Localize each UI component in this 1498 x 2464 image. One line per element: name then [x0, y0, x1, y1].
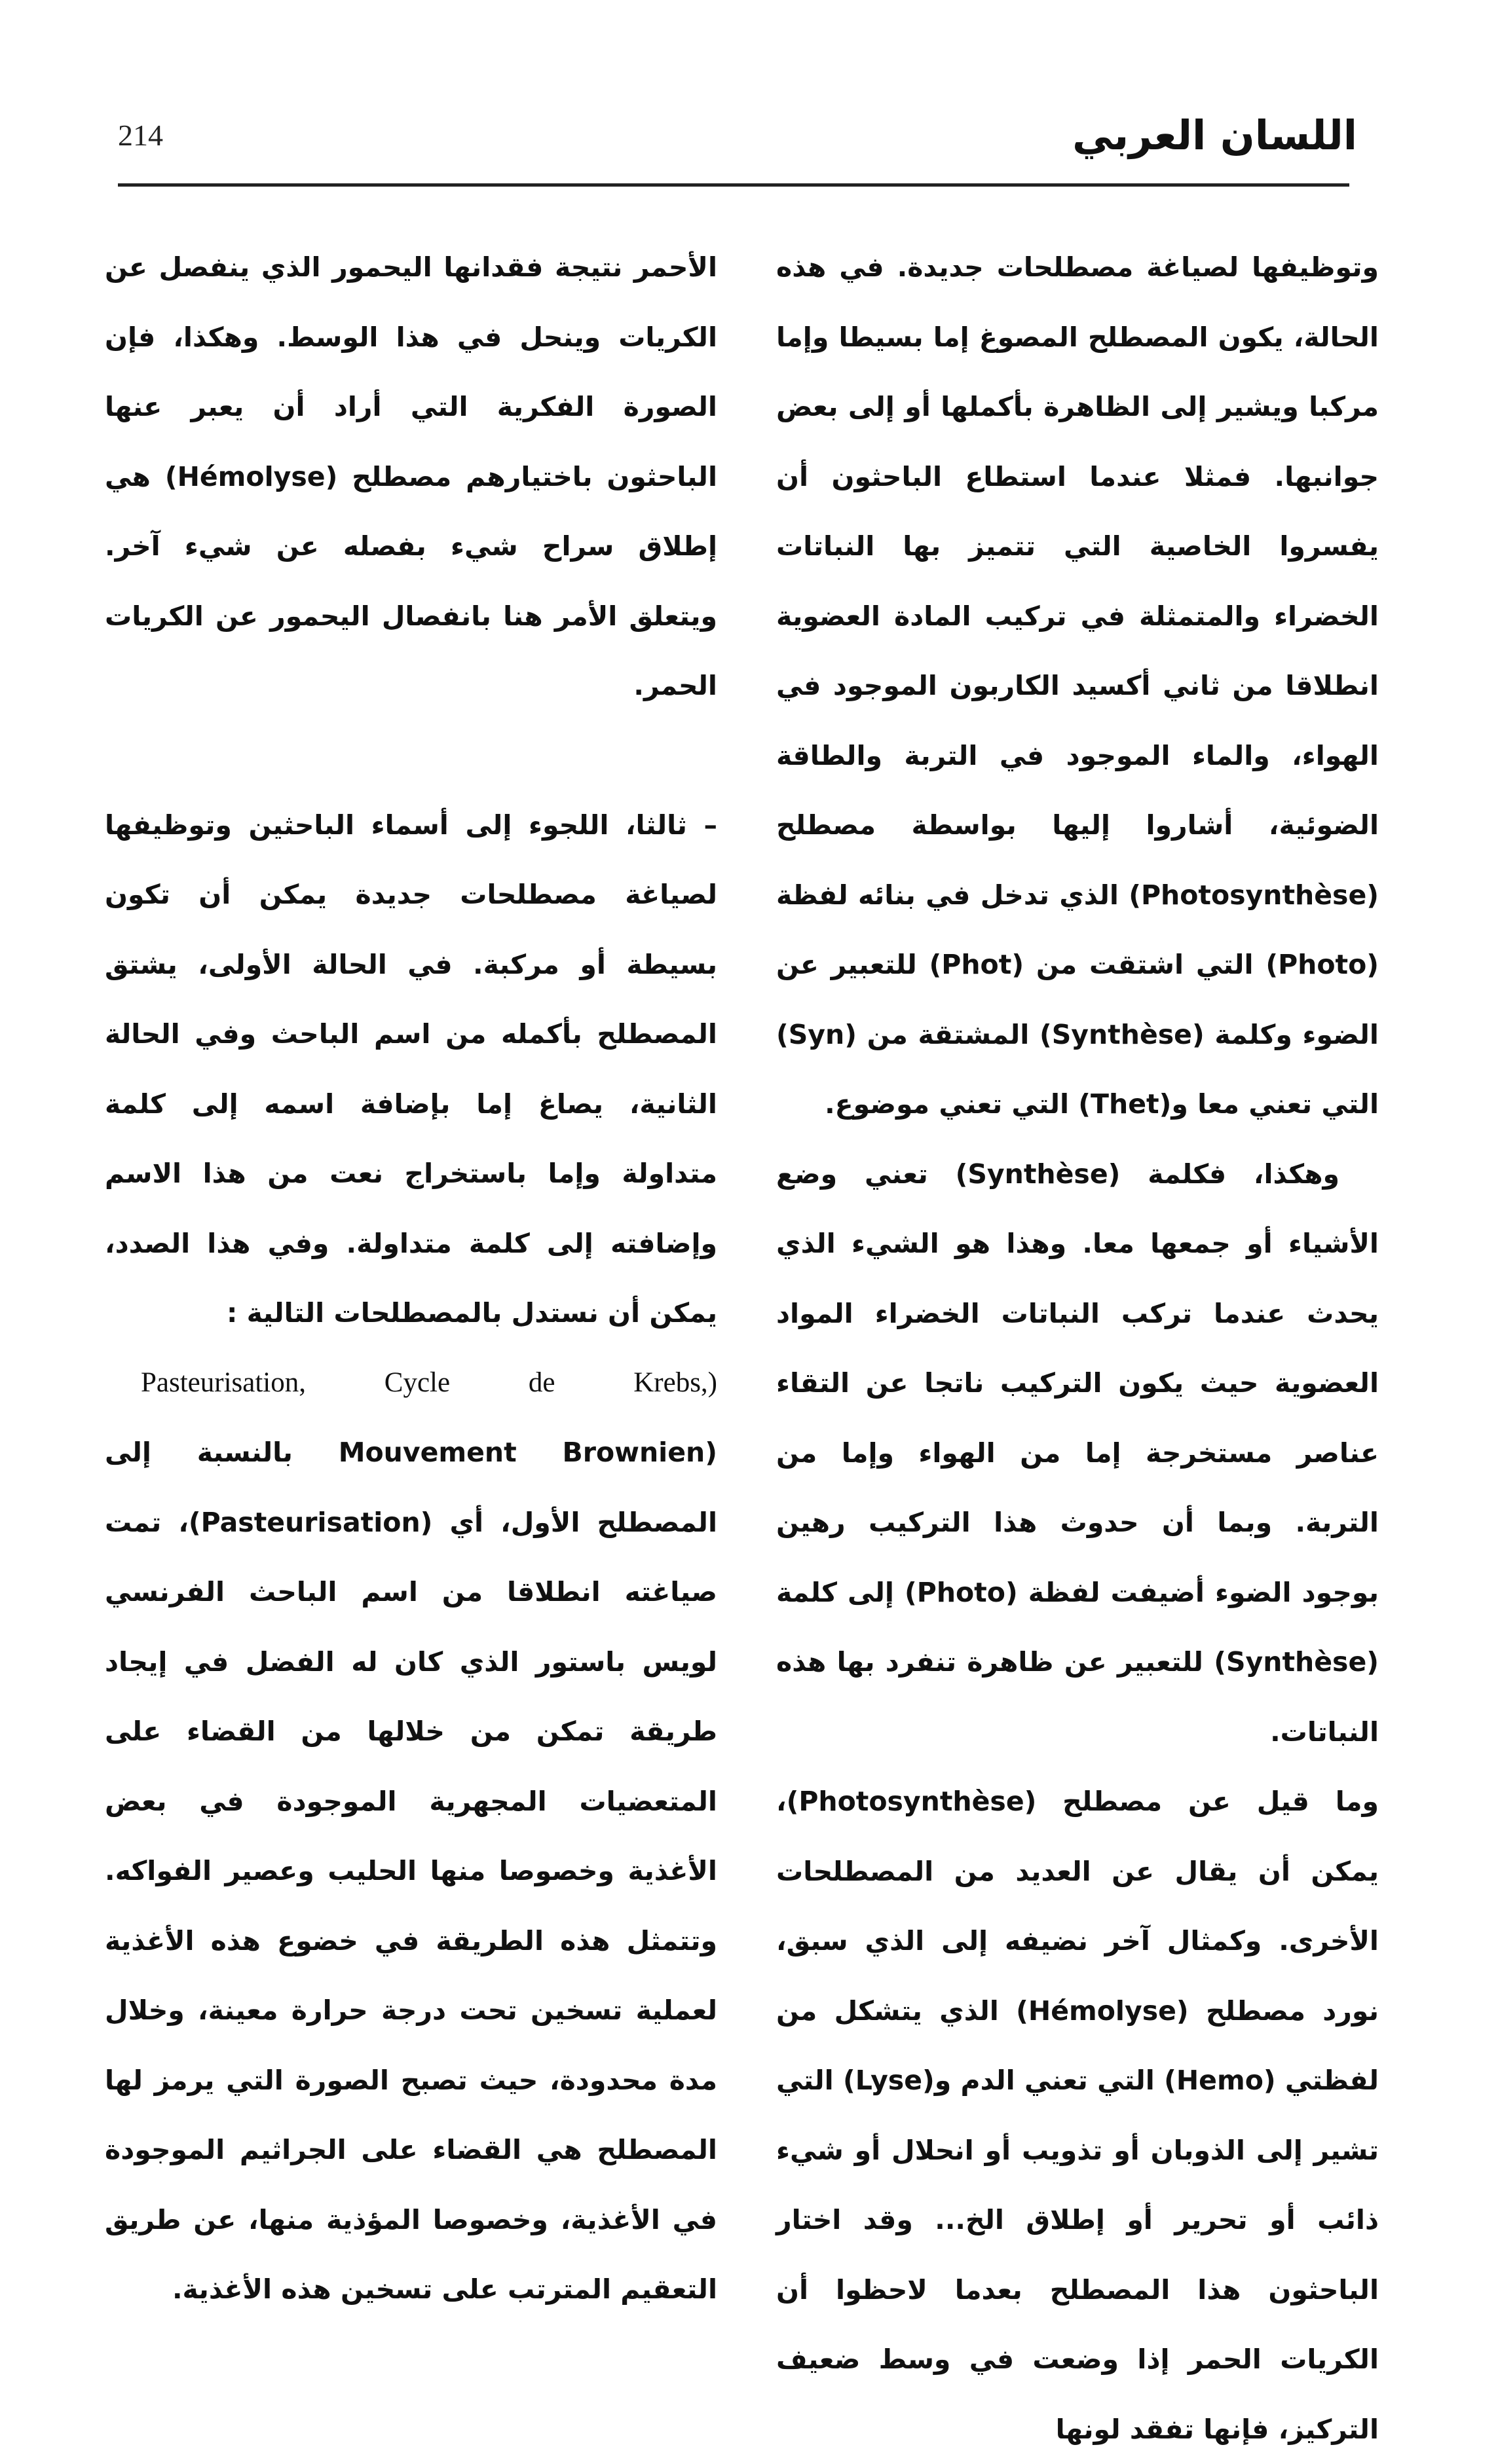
paragraph: (Mouvement Brownien بالنسبة إلى المصطلح الأول، أي (Pasteurisation)، تمت صياغته انطلاقا من اسم الباحث الفرنسي لويس باستور الذي كان له الفضل في إيجاد طريقة تمكن من خلالها من القضاء على المتعضيات المجهرية الموجودة في بعض الأغذية وخصوصا منها الحليب وعصير الفواكه. وتتمثل هذه الطريقة في خضوع هذه الأغذية لعملية تسخين تحت درجة حرارة معينة، وخلال مدة محدودة، حيث تصبح الصورة التي يرمز لها المصطلح هي القضاء على الجراثيم الموجودة في الأغذية، وخصوصا المؤذية منها، عن طريق التعقيم المترتب على تسخين هذه الأغذية.: [105, 1437, 717, 2305]
paragraph: وهكذا، فكلمة (Synthèse) تعني وضع الأشياء أو جمعها معا. وهذا هو الشيء الذي يحدث عندما تركب النباتات الخضراء المواد العضوية حيث يكون التركيب ناتجا عن التقاء عناصر مستخرجة إما من الهواء وإما من التربة. وبما أن حدوث هذا التركيب رهين بوجود الضوء أضيفت لفظة (Photo) إلى كلمة (Synthèse) للتعبير عن ظاهرة تنفرد بها هذه النباتات.: [776, 1158, 1379, 1748]
paragraph-spacer: [105, 721, 717, 790]
paragraph: – ثالثا، اللجوء إلى أسماء الباحثين وتوظيفها لصياغة مصطلحات جديدة يمكن أن تكون بسيطة أو مركبة. في الحالة الأولى، يشتق المصطلح بأكمله من اسم الباحث وفي الحالة الثانية، يصاغ إما بإضافة اسمه إلى كلمة متداولة وإما باستخراج نعت من هذا الاسم وإضافته إلى كلمة متداولة. وفي هذا الصدد، يمكن أن نستدل بالمصطلحات التالية :: [105, 809, 717, 1329]
paragraph: الأحمر نتيجة فقدانها اليحمور الذي ينفصل عن الكريات وينحل في هذا الوسط. وهكذا، فإن الصورة الفكرية التي أراد أن يعبر عنها الباحثون باختيارهم مصطلح (Hémolyse) هي إطلاق سراح شيء بفصله عن شيء آخر. ويتعلق الأمر هنا بانفصال اليحمور عن الكريات الحمر.: [105, 251, 717, 701]
right-column: [776, 232, 1379, 2464]
header-divider: [118, 183, 1349, 187]
latin-terms-line: Pasteurisation, Cycle de Krebs,): [141, 1367, 717, 1398]
paragraph: وما قيل عن مصطلح (Photosynthèse)، يمكن أن يقال عن العديد من المصطلحات الأخرى. وكمثال آخر نضيفه إلى الذي سبق، نورد مصطلح (Hémolyse) الذي يتشكل من لفظتي (Hemo) التي تعني الدم و(Lyse) التي تشير إلى الذوبان أو تذويب أو انحلال أو شيء ذائب أو تحرير أو إطلاق الخ... وقد اختار الباحثون هذا المصطلح بعدما لاحظوا أن الكريات الحمر إذا وضعت في وسط ضعيف التركيز، فإنها تفقد لونها: [776, 1786, 1379, 2445]
paragraph: وتوظيفها لصياغة مصطلحات جديدة. في هذه الحالة، يكون المصطلح المصوغ إما بسيطا وإما مركبا ويشير إلى الظاهرة بأكملها أو إلى بعض جوانبها. فمثلا عندما استطاع الباحثون أن يفسروا الخاصية التي تتميز بها النباتات الخضراء والمتمثلة في تركيب المادة العضوية انطلاقا من ثاني أكسيد الكاربون الموجود في الهواء، والماء الموجود في التربة والطاقة الضوئية، أشاروا إليها بواسطة مصطلح (Photosynthèse) الذي تدخل في بنائه لفظة (Photo) التي اشتقت من (Phot) للتعبير عن الضوء وكلمة (Synthèse) المشتقة من (Syn) التي تعني معا و(Thet) التي تعني موضوع.: [776, 251, 1379, 1120]
page-number: 214: [118, 119, 163, 152]
left-column: [105, 232, 717, 2325]
journal-logo: اللسان العربي: [1072, 111, 1357, 159]
page-header: [0, 0, 1498, 196]
